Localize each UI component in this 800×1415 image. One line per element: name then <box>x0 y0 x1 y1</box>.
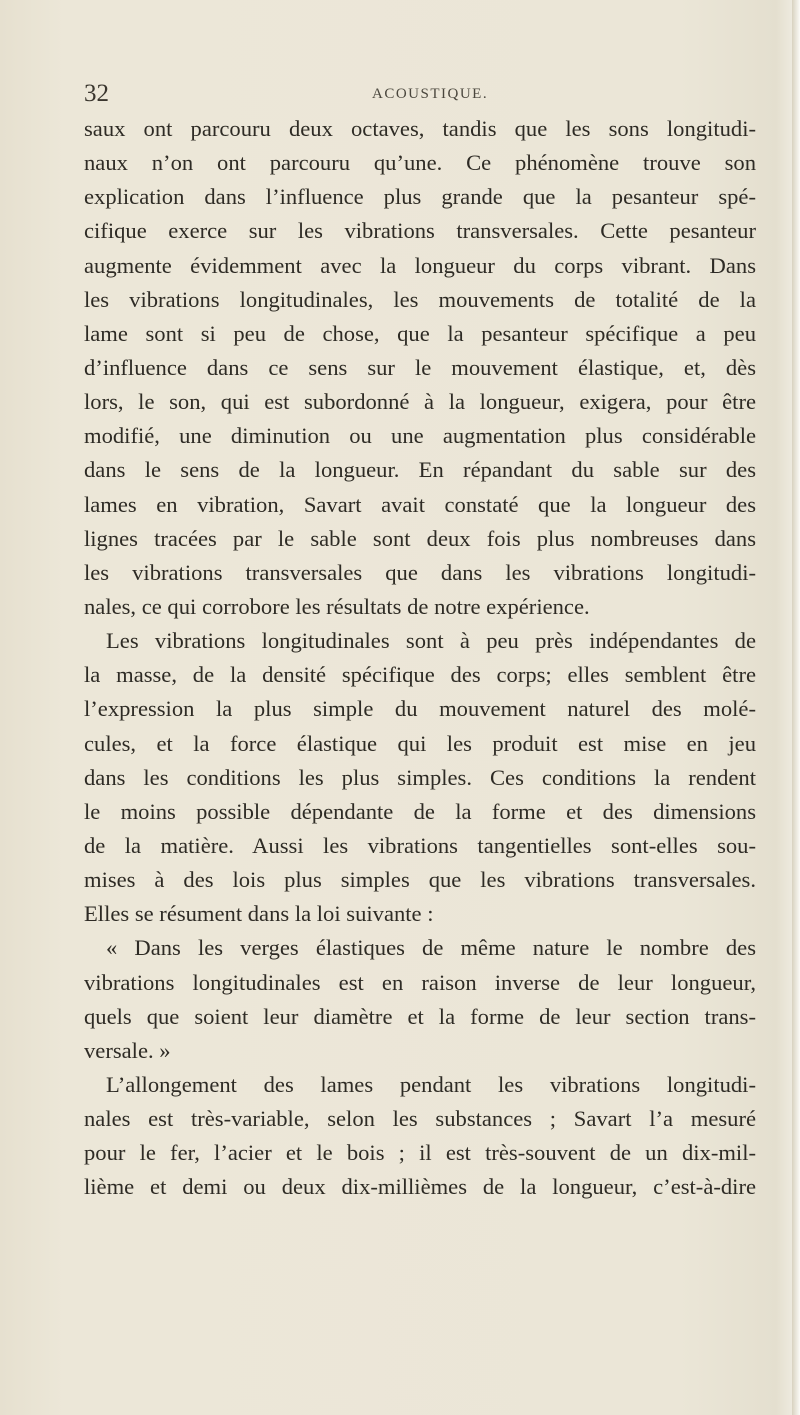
text-line: vibrations longitudinales est en raison inverse de leur longueur, <box>84 969 756 995</box>
text-line: naux n’on ont parcouru qu’une. Ce phénomène trouve son <box>84 150 756 176</box>
text-line: cifique exerce sur les vibrations transversales. Cette pesanteur <box>84 218 756 244</box>
text-line: l’expression la plus simple du mouvement naturel des molé- <box>84 696 756 722</box>
text-line: versale. » <box>84 1037 171 1063</box>
text-line: nales, ce qui corrobore les résultats de notre expérience. <box>84 593 590 619</box>
page-number: 32 <box>84 80 109 107</box>
text-line: dans le sens de la longueur. En répandant du sable sur des <box>84 457 756 483</box>
text-line: pour le fer, l’acier et le bois ; il est très-souvent de un dix-mil- <box>84 1140 756 1166</box>
text-line: Les vibrations longitudinales sont à peu près indépendantes de <box>106 628 756 654</box>
text-line: explication dans l’influence plus grande que la pesanteur spé- <box>84 184 756 210</box>
text-line: quels que soient leur diamètre et la forme de leur section trans- <box>84 1003 756 1029</box>
text-line: les vibrations transversales que dans les vibrations longitudi- <box>84 559 756 585</box>
text-line: cules, et la force élastique qui les produit est mise en jeu <box>84 730 756 756</box>
text-line: Elles se résument dans la loi suivante : <box>84 901 434 927</box>
text-line: lors, le son, qui est subordonné à la longueur, exigera, pour être <box>84 389 756 415</box>
text-line: nales est très-variable, selon les substances ; Savart l’a mesuré <box>84 1106 756 1132</box>
text-line: L’allongement des lames pendant les vibrations longitudi- <box>106 1071 756 1097</box>
text-line: lième et demi ou deux dix-millièmes de la longueur, c’est-à-dire <box>84 1174 756 1200</box>
body-text <box>84 112 756 1205</box>
text-line: la masse, de la densité spécifique des corps; elles semblent être <box>84 662 756 688</box>
text-line: d’influence dans ce sens sur le mouvement élastique, et, dès <box>84 354 756 380</box>
text-line: les vibrations longitudinales, les mouvements de totalité de la <box>84 286 756 312</box>
text-line: lame sont si peu de chose, que la pesanteur spécifique a peu <box>84 320 756 346</box>
page-edge <box>792 0 800 1415</box>
text-line: modifié, une diminution ou une augmentation plus considérable <box>84 423 756 449</box>
running-head: ACOUSTIQUE. <box>372 86 489 102</box>
text-line: le moins possible dépendante de la forme et des dimensions <box>84 798 756 824</box>
text-line: de la matière. Aussi les vibrations tangentielles sont-elles sou- <box>84 832 756 858</box>
text-line: « Dans les verges élastiques de même nature le nombre des <box>106 935 756 961</box>
text-line: saux ont parcouru deux octaves, tandis que les sons longitudi- <box>84 116 756 141</box>
text-line: mises à des lois plus simples que les vibrations transversales. <box>84 867 756 893</box>
text-line: augmente évidemment avec la longueur du corps vibrant. Dans <box>84 252 756 278</box>
text-line: lignes tracées par le sable sont deux fois plus nombreuses dans <box>84 525 756 551</box>
page-header <box>84 80 754 110</box>
text-line: lames en vibration, Savart avait constaté que la longueur des <box>84 491 756 517</box>
text-line: dans les conditions les plus simples. Ces conditions la rendent <box>84 764 756 790</box>
